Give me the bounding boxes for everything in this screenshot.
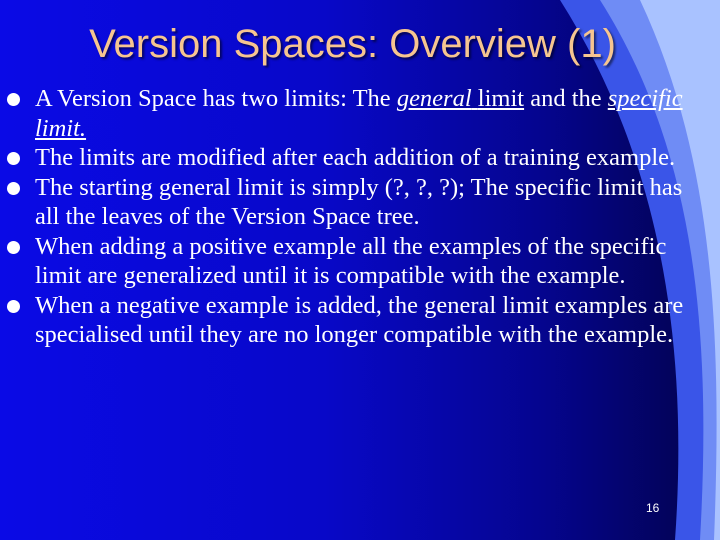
page-number: 16 bbox=[646, 501, 660, 515]
general-word: general bbox=[396, 85, 472, 112]
slide-title: Version Spaces: Overview (1) bbox=[89, 22, 616, 66]
bullet-dot-icon bbox=[7, 152, 20, 165]
bullet-item: A Version Space has two limits: The general limit and the specific limit. bbox=[0, 84, 710, 143]
bullet-item: When a negative example is added, the general limit examples are specialised until they are no longer compatible with the example. bbox=[0, 291, 710, 350]
bullet-item: The limits are modified after each addition of a training example. bbox=[0, 143, 710, 173]
bullet-dot-icon bbox=[7, 300, 20, 313]
limit-word: limit bbox=[477, 85, 525, 112]
bullet-dot-icon bbox=[7, 182, 20, 195]
bullet-item: The starting general limit is simply (?, ?, ?); The specific limit has all the leaves of the Version Space tree. bbox=[0, 173, 710, 232]
bullet-item: When adding a positive example all the examples of the specific limit are generalized until it is compatible with the example. bbox=[0, 232, 710, 291]
specific-limit-text: specific limit. bbox=[35, 85, 683, 142]
bullet-dot-icon bbox=[7, 93, 20, 106]
bullet-dot-icon bbox=[7, 241, 20, 254]
bullet-list bbox=[0, 84, 710, 350]
